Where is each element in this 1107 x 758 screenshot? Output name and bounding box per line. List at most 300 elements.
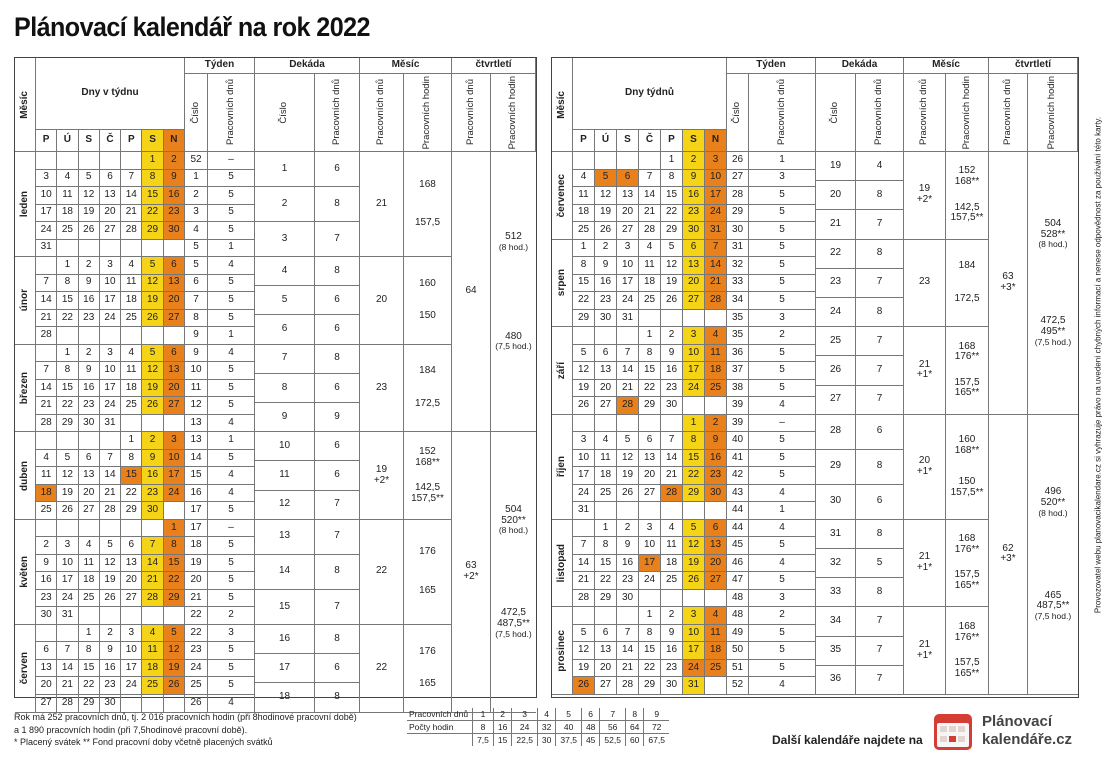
day-cell: 9 [142,450,163,468]
week-workdays: 5 [208,205,255,223]
day-cell: 3 [639,520,661,538]
day-cell: 25 [121,310,142,328]
day-cell: 26 [164,677,185,695]
calendar-icon [934,714,972,750]
day-cell: 22 [639,660,661,678]
day-cell [595,415,617,433]
day-cell [57,240,78,258]
day-cell: 3 [573,432,595,450]
day-cell: 19 [100,572,121,590]
footer-line-3: * Placený svátek ** Fond pracovní doby včetně placených svátků [14,737,273,747]
week-number: 4 [185,222,208,240]
week-workdays: – [208,152,255,170]
day-cell: 12 [57,467,78,485]
day-cell: 3 [57,537,78,555]
week-number: 26 [727,152,749,170]
day-cell [79,240,100,258]
day-cell: 28 [617,397,639,415]
week-workdays: 5 [208,275,255,293]
month-name: březen [15,345,36,433]
decade-workdays: 6 [315,432,360,461]
week-number: 29 [727,205,749,223]
decade-workdays: 7 [315,491,360,520]
day-cell: 9 [164,170,185,188]
day-cell: 25 [79,590,100,608]
week-workdays: 5 [749,205,816,223]
day-cell: 3 [683,607,705,625]
day-cell: 19 [661,275,683,293]
day-cell [617,152,639,170]
decade-header: Dekáda [255,58,360,74]
week-number: 6 [185,275,208,293]
week-workdays: 5 [749,467,816,485]
column-header: Číslo [816,74,856,152]
day-cell: 16 [79,292,100,310]
day-cell [573,607,595,625]
day-cell: 13 [100,187,121,205]
day-cell: 11 [121,275,142,293]
day-cell: 17 [100,292,121,310]
reference-cell: 22,5 [512,734,538,747]
week-workdays: 4 [749,555,816,573]
day-cell: 24 [573,485,595,503]
day-cell: 11 [57,187,78,205]
decade-number: 14 [255,555,315,590]
day-cell: 11 [36,467,57,485]
day-cell: 19 [142,292,163,310]
days-header: Dny týdnů [573,58,727,130]
week-number: 18 [185,537,208,555]
day-cell [100,240,121,258]
month-name: leden [15,152,36,257]
week-workdays: 5 [208,380,255,398]
day-cell: 2 [617,520,639,538]
day-cell [142,607,163,625]
decade-workdays: 6 [856,485,904,520]
day-cell: 24 [639,572,661,590]
month-workdays: 20 [360,257,404,345]
day-cell: 12 [164,642,185,660]
day-cell: 27 [36,695,57,713]
column-header: Pracovních dnů [749,74,816,152]
day-cell [57,327,78,345]
week-workdays: 2 [749,327,816,345]
week-workdays: 1 [208,432,255,450]
day-cell: 23 [79,310,100,328]
day-cell: 30 [142,502,163,520]
day-cell [617,327,639,345]
day-cell [36,257,57,275]
week-number: 2 [185,187,208,205]
day-cell: 26 [595,222,617,240]
reference-cell: 40 [556,721,582,734]
decade-workdays: 7 [856,666,904,695]
month-name: září [552,327,573,415]
day-cell: 2 [142,432,163,450]
decade-number: 3 [255,222,315,257]
day-cell: 22 [79,677,100,695]
week-workdays: 4 [749,485,816,503]
day-cell: 20 [164,292,185,310]
day-cell [36,152,57,170]
day-cell [705,677,727,695]
reference-cell: 4 [537,708,555,721]
day-cell: 6 [36,642,57,660]
day-cell [79,607,100,625]
day-cell: 18 [705,362,727,380]
day-cell: 15 [57,380,78,398]
day-cell: 25 [595,485,617,503]
decade-number: 36 [816,666,856,695]
day-cell: 12 [573,642,595,660]
day-cell: 25 [705,380,727,398]
reference-cell: 7,5 [473,734,494,747]
week-number: 40 [727,432,749,450]
day-cell: 12 [573,362,595,380]
decade-number: 11 [255,461,315,490]
day-cell: 9 [661,345,683,363]
day-cell: 8 [639,625,661,643]
day-cell: 9 [617,537,639,555]
day-cell: 16 [683,187,705,205]
day-cell: 1 [164,520,185,538]
day-cell: 2 [661,327,683,345]
day-cell: 19 [595,205,617,223]
day-cell: 26 [661,292,683,310]
day-cell: 7 [573,537,595,555]
day-cell: 14 [639,187,661,205]
week-number: 8 [185,310,208,328]
day-cell [142,695,163,713]
calendar-grid-right [551,57,1079,698]
day-cell: 18 [142,660,163,678]
decade-workdays: 8 [315,345,360,374]
week-workdays: 2 [208,607,255,625]
day-cell: 22 [142,205,163,223]
day-cell [705,397,727,415]
hours-reference-table [407,708,669,746]
quarter-hours: 504 520** (8 hod.) 472,5 487,5** (7,5 hod.) [491,432,536,712]
day-cell: 6 [705,520,727,538]
day-cell: 21 [573,572,595,590]
decade-workdays: 7 [315,590,360,625]
day-cell: 7 [617,625,639,643]
day-cell: 16 [100,660,121,678]
column-header: Číslo [185,74,208,152]
week-workdays: 1 [208,240,255,258]
day-cell: 14 [661,450,683,468]
day-cell: 18 [36,485,57,503]
weekday-header: P [661,130,683,152]
day-cell: 23 [79,397,100,415]
week-workdays: 5 [749,345,816,363]
day-cell: 8 [79,642,100,660]
decade-workdays: 7 [315,222,360,257]
week-number: 34 [727,292,749,310]
weekday-header: Ú [57,130,78,152]
week-workdays: 5 [208,590,255,608]
month-name: duben [15,432,36,520]
day-cell: 23 [164,205,185,223]
day-cell [639,502,661,520]
day-cell: 26 [57,502,78,520]
week-number: 17 [185,520,208,538]
decade-number: 34 [816,607,856,636]
week-number: 33 [727,275,749,293]
day-cell: 3 [164,432,185,450]
day-cell: 17 [573,467,595,485]
day-cell: 30 [164,222,185,240]
reference-cell: 45 [581,734,599,747]
day-cell: 24 [705,205,727,223]
day-cell [683,590,705,608]
day-cell: 17 [617,275,639,293]
day-cell: 20 [595,660,617,678]
more-calendars-text: Další kalendáře najdete na [772,733,923,747]
decade-workdays: 7 [856,210,904,239]
column-header: Pracovních dnů [315,74,360,152]
day-cell: 5 [142,345,163,363]
day-cell: 2 [683,152,705,170]
day-cell: 20 [639,467,661,485]
day-cell: 4 [142,625,163,643]
reference-cell: 30 [537,734,555,747]
day-cell: 23 [683,205,705,223]
month-hours: 176 165 [404,625,452,713]
day-cell: 13 [705,537,727,555]
reference-cell: 2 [493,708,511,721]
decade-workdays: 7 [856,269,904,298]
day-cell [142,240,163,258]
day-cell [142,415,163,433]
week-workdays: 5 [208,222,255,240]
day-cell: 20 [705,555,727,573]
day-cell: 4 [639,240,661,258]
week-workdays: 1 [749,152,816,170]
day-cell: 19 [573,380,595,398]
day-cell [57,625,78,643]
day-cell: 10 [121,642,142,660]
week-number: 31 [727,240,749,258]
day-cell [683,502,705,520]
week-workdays: 3 [208,625,255,643]
week-number: 7 [185,292,208,310]
week-number: 36 [727,345,749,363]
reference-cell: 1 [473,708,494,721]
week-number: 49 [727,625,749,643]
day-cell [705,502,727,520]
week-workdays: 5 [208,397,255,415]
day-cell [121,240,142,258]
week-workdays: 5 [208,310,255,328]
month-name: červenec [552,152,573,240]
week-number: 47 [727,572,749,590]
day-cell [121,327,142,345]
day-cell: 30 [100,695,121,713]
day-cell: 12 [79,187,100,205]
day-cell: 9 [683,170,705,188]
week-number: 39 [727,397,749,415]
weekday-header: N [164,130,185,152]
day-cell: 4 [121,345,142,363]
day-cell: 22 [121,485,142,503]
week-number: 51 [727,660,749,678]
planovaci-kalendare-logo[interactable] [934,710,1107,756]
day-cell: 16 [661,642,683,660]
day-cell: 2 [79,345,100,363]
day-cell: 26 [573,677,595,695]
quarter-header: čtvrtletí [989,58,1078,74]
day-cell: 17 [683,642,705,660]
day-cell: 16 [661,362,683,380]
week-workdays: 5 [749,187,816,205]
decade-number: 18 [255,683,315,712]
weekday-header: Č [100,130,121,152]
day-cell [595,607,617,625]
day-cell: 28 [100,502,121,520]
day-cell: 7 [36,362,57,380]
day-cell: 1 [639,327,661,345]
month-sum-header: Měsíc [904,58,989,74]
day-cell: 24 [683,380,705,398]
month-workdays: 21 +1* [904,327,946,415]
day-cell: 24 [617,292,639,310]
day-cell: 10 [573,450,595,468]
day-cell: 27 [617,222,639,240]
day-cell: 28 [36,415,57,433]
week-number: 5 [185,257,208,275]
day-cell: 30 [617,590,639,608]
day-cell: 8 [639,345,661,363]
day-cell: 23 [617,572,639,590]
hours-label: Počty hodin [407,721,473,734]
day-cell: 1 [79,625,100,643]
day-cell: 20 [617,205,639,223]
day-cell: 16 [705,450,727,468]
month-workdays: 23 [360,345,404,433]
week-number: 44 [727,520,749,538]
week-number: 3 [185,205,208,223]
week-number: 13 [185,415,208,433]
day-cell: 8 [595,537,617,555]
day-cell [57,432,78,450]
week-workdays: 3 [749,310,816,328]
day-cell: 16 [595,275,617,293]
day-cell: 12 [142,275,163,293]
day-cell [36,625,57,643]
day-cell: 6 [595,625,617,643]
day-cell [573,152,595,170]
day-cell: 23 [100,677,121,695]
day-cell: 4 [595,432,617,450]
decade-workdays: 8 [856,520,904,549]
month-workdays: 22 [360,520,404,625]
week-number: 9 [185,345,208,363]
reference-cell: 6 [581,708,599,721]
decade-workdays: 4 [856,152,904,181]
day-cell: 21 [617,660,639,678]
day-cell [79,432,100,450]
day-cell: 12 [142,362,163,380]
month-workdays: 21 +1* [904,607,946,695]
week-workdays: 2 [749,607,816,625]
reference-cell: 5 [556,708,582,721]
day-cell: 18 [121,292,142,310]
calendar-grid-left [14,57,537,708]
day-cell: 6 [595,345,617,363]
quarter-hours: 504 528** (8 hod.) 472,5 495** (7,5 hod.) [1028,152,1078,415]
decade-number: 22 [816,240,856,269]
week-number: 39 [727,415,749,433]
day-cell: 22 [661,205,683,223]
week-number: 23 [185,642,208,660]
week-number: 35 [727,310,749,328]
day-cell: 2 [705,415,727,433]
month-hours: 168 157,5 [404,152,452,257]
day-cell: 21 [661,467,683,485]
day-cell: 10 [683,625,705,643]
day-cell: 11 [639,257,661,275]
day-cell: 5 [100,537,121,555]
reference-cell: 48 [581,721,599,734]
day-cell: 15 [79,660,100,678]
day-cell: 28 [639,222,661,240]
day-cell: 29 [142,222,163,240]
day-cell: 24 [57,590,78,608]
day-cell: 6 [617,170,639,188]
day-cell: 17 [683,362,705,380]
day-cell: 15 [639,362,661,380]
column-header: Pracovních dnů [904,74,946,152]
day-cell: 5 [617,432,639,450]
week-workdays: 5 [749,625,816,643]
week-number: 30 [727,222,749,240]
week-number: 13 [185,432,208,450]
day-cell: 26 [100,590,121,608]
month-hours: 152 168** 142,5 157,5** [404,432,452,520]
day-cell: 11 [705,345,727,363]
day-cell: 15 [164,555,185,573]
reference-cell: 16 [493,721,511,734]
day-cell: 7 [705,240,727,258]
day-cell: 27 [164,310,185,328]
day-cell: 27 [683,292,705,310]
decade-number: 30 [816,485,856,520]
day-cell: 22 [595,572,617,590]
month-hours: 152 168** 142,5 157,5** [946,152,989,240]
column-header: Pracovních dnů [452,74,491,152]
day-cell: 18 [79,572,100,590]
day-cell: 6 [683,240,705,258]
day-cell: 4 [661,520,683,538]
week-workdays: 5 [208,555,255,573]
decade-number: 5 [255,286,315,315]
reference-cell: 7 [600,708,626,721]
day-cell: 31 [57,607,78,625]
decade-number: 29 [816,450,856,485]
day-cell [617,415,639,433]
day-cell [100,327,121,345]
day-cell [683,310,705,328]
day-cell: 24 [164,485,185,503]
decade-workdays: 8 [315,257,360,286]
day-cell [164,240,185,258]
day-cell: 18 [661,555,683,573]
day-cell: 14 [142,555,163,573]
day-cell: 30 [661,677,683,695]
day-cell: 24 [100,310,121,328]
day-cell: 20 [79,485,100,503]
